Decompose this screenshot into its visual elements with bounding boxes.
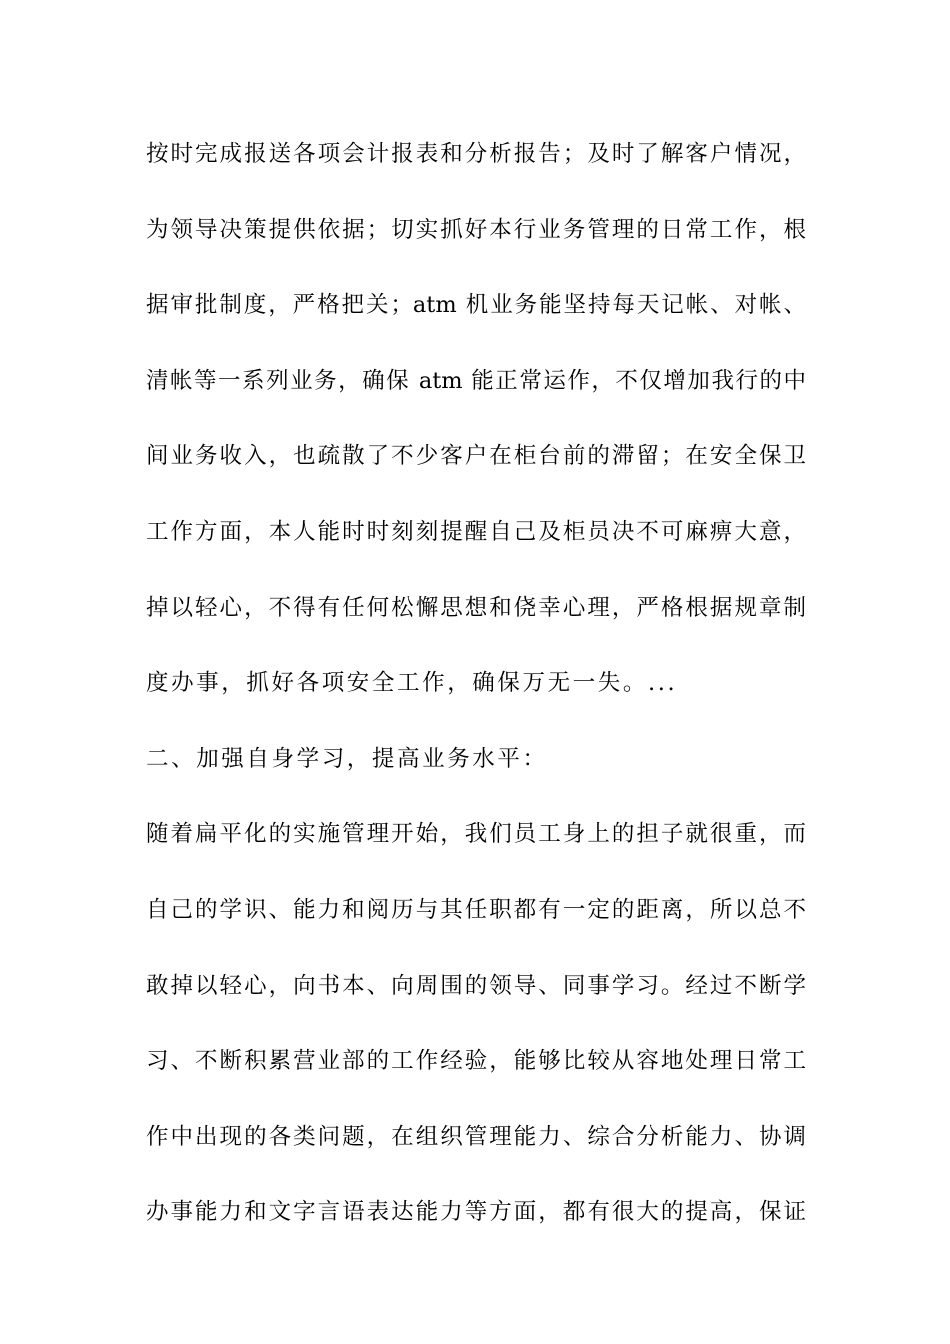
text-line: 为领导决策提供依据；切实抓好本行业务管理的日常工作，根 — [146, 216, 806, 243]
text-line: 办事能力和文字言语表达能力等方面，都有很大的提高，保证 — [146, 1199, 806, 1226]
text-line: 工作方面，本人能时时刻刻提醒自己及柜员决不可麻痹大意， — [146, 518, 806, 545]
text-line: 作中出现的各类问题，在组织管理能力、综合分析能力、协调 — [146, 1123, 806, 1150]
body-text — [146, 130, 806, 1264]
text-line: 按时完成报送各项会计报表和分析报告；及时了解客户情况， — [146, 141, 806, 167]
text-line: 随着扁平化的实施管理开始，我们员工身上的担子就很重，而 — [146, 821, 806, 848]
text-line: 度办事，抓好各项安全工作，确保万无一失。... — [146, 670, 678, 697]
text-line: 自己的学识、能力和阅历与其任职都有一定的距离，所以总不 — [146, 896, 806, 923]
text-line: 敢掉以轻心，向书本、向周围的领导、同事学习。经过不断学 — [146, 972, 806, 999]
text-line: 掉以轻心，不得有任何松懈思想和侥幸心理，严格根据规章制 — [146, 594, 806, 621]
text-line: 据审批制度，严格把关；atm 机业务能坚持每天记帐、对帐、 — [146, 292, 806, 319]
section-heading: 二、加强自身学习，提高业务水平： — [146, 745, 548, 772]
text-line: 习、不断积累营业部的工作经验，能够比较从容地处理日常工 — [146, 1048, 806, 1075]
text-line: 清帐等一系列业务，确保 atm 能正常运作，不仅增加我行的中 — [146, 367, 806, 394]
text-line: 间业务收入，也疏散了不少客户在柜台前的滞留；在安全保卫 — [146, 443, 806, 470]
